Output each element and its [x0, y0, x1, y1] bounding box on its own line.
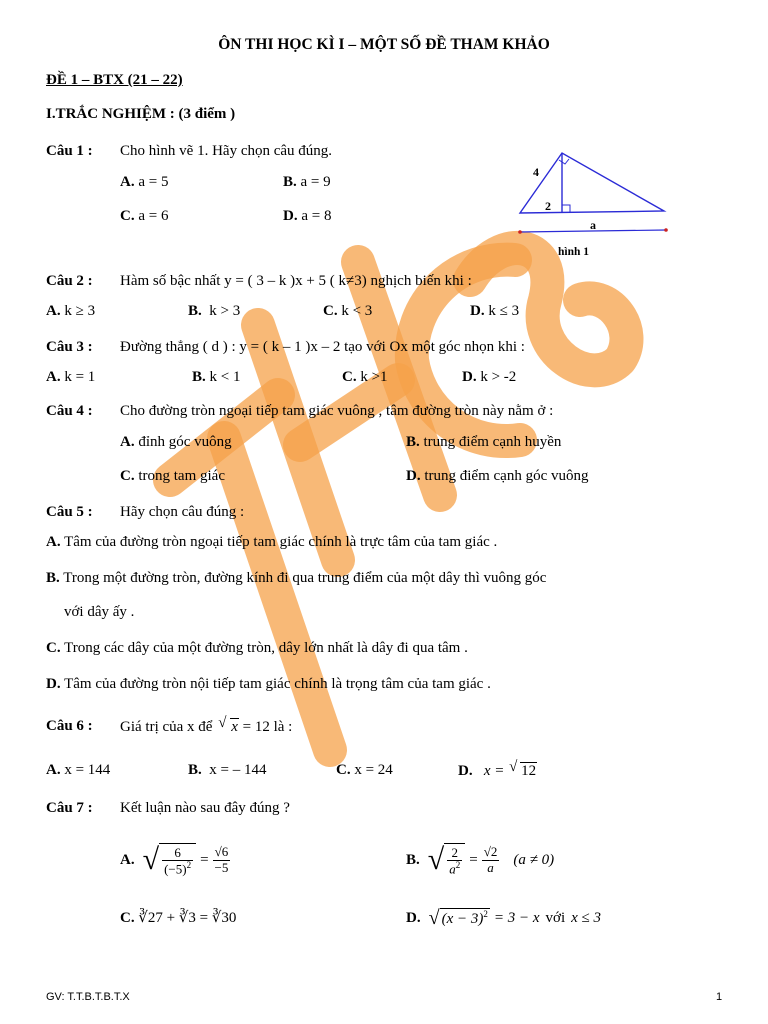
- q2-option-c[interactable]: C. k < 3: [323, 303, 373, 319]
- q5-text: Hãy chọn câu đúng :: [120, 504, 245, 520]
- q6-option-a[interactable]: A. x = 144: [46, 762, 111, 778]
- q6-text: Giá trị của x để √ x = 12 là :: [120, 715, 293, 735]
- figure-height-label: 2: [545, 199, 551, 213]
- q2-option-a[interactable]: A. k ≥ 3: [46, 303, 96, 319]
- figure-side-label: 4: [533, 165, 539, 179]
- q7-label: Câu 7 :: [46, 800, 93, 816]
- exam-heading: ĐỀ 1 – BTX (21 – 22): [46, 72, 183, 88]
- q6-label: Câu 6 :: [46, 718, 93, 734]
- q4-option-a[interactable]: A. đỉnh góc vuông: [120, 434, 232, 450]
- q3-option-b[interactable]: B. k < 1: [192, 369, 241, 385]
- q2-label: Câu 2 :: [46, 273, 93, 289]
- q3-option-c[interactable]: C. k >1: [342, 369, 388, 385]
- q2-text: Hàm số bậc nhất y = ( 3 – k )x + 5 ( k≠3) nghịch biến khi :: [120, 273, 472, 289]
- q4-text: Cho đường tròn ngoại tiếp tam giác vuông , tâm đường tròn này nằm ở :: [120, 403, 554, 419]
- q1-option-d[interactable]: D. a = 8: [283, 208, 332, 224]
- q6-option-b[interactable]: B. x = – 144: [188, 762, 267, 778]
- q5-option-c[interactable]: C. Trong các dây của một đường tròn, dây lớn nhất là dây đi qua tâm .: [46, 640, 468, 656]
- q3-label: Câu 3 :: [46, 339, 93, 355]
- q5-option-b[interactable]: B. Trong một đường tròn, đường kính đi qua trung điểm của một dây thì vuông góc: [46, 570, 547, 586]
- q2-option-d[interactable]: D. k ≤ 3: [470, 303, 520, 319]
- q4-label: Câu 4 :: [46, 403, 93, 419]
- q5-label: Câu 5 :: [46, 504, 93, 520]
- q1-option-a[interactable]: A. a = 5: [120, 174, 169, 190]
- q3-option-a[interactable]: A. k = 1: [46, 369, 96, 385]
- q5-option-d[interactable]: D. Tâm của đường tròn nội tiếp tam giác chính là trọng tâm của tam giác .: [46, 676, 491, 692]
- q4-option-d[interactable]: D. trung điểm cạnh góc vuông: [406, 468, 589, 484]
- q1-option-c[interactable]: C. a = 6: [120, 208, 169, 224]
- page-number: 1: [716, 991, 723, 1003]
- page-title: ÔN THI HỌC KÌ I – MỘT SỐ ĐỀ THAM KHẢO: [218, 36, 550, 53]
- footer-author: GV: T.T.B.T.B.T.X: [46, 991, 130, 1003]
- q7-option-a[interactable]: A. √ $\frac{6}{(-5)^2}$ = $\frac{√6}{-5}$: [120, 843, 229, 877]
- q7-text: Kết luận nào sau đây đúng ?: [120, 800, 290, 816]
- section-heading: I.TRẮC NGHIỆM : (3 điểm ): [46, 106, 236, 122]
- figure-caption: hình 1: [558, 246, 590, 258]
- q2-option-b[interactable]: B. k > 3: [188, 303, 241, 319]
- q6-option-c[interactable]: C. x = 24: [336, 762, 393, 778]
- q1-label: Câu 1 :: [46, 143, 93, 159]
- q5-option-a[interactable]: A. Tâm của đường tròn ngoại tiếp tam giác chính là trực tâm của tam giác .: [46, 534, 498, 550]
- q7-option-b[interactable]: B. √ $\frac{2}{a^2}$ = $\frac{√2}{a}$ (a ≠ 0): [406, 843, 555, 877]
- q4-option-c[interactable]: C. trong tam giác: [120, 468, 225, 484]
- q5-option-b-cont: với dây ấy .: [64, 604, 135, 620]
- q1-option-b[interactable]: B. a = 9: [283, 174, 331, 190]
- q6-option-d[interactable]: D. x = √ 12: [458, 759, 537, 779]
- q3-option-d[interactable]: D. k > -2: [462, 369, 517, 385]
- q3-text: Đường thẳng ( d ) : y = ( k – 1 )x – 2 tạo với Ox một góc nhọn khi :: [120, 339, 525, 355]
- q7-option-d[interactable]: D. √ $(x - 3)^2$ = 3 − x với x ≤ 3: [406, 907, 602, 929]
- q1-text: Cho hình vẽ 1. Hãy chọn câu đúng.: [120, 143, 333, 159]
- figure-base-label: a: [590, 218, 596, 232]
- triangle-figure: [510, 148, 680, 248]
- q7-option-c[interactable]: C. ∛27 + ∛3 = ∛30: [120, 910, 237, 926]
- q4-option-b[interactable]: B. trung điểm cạnh huyền: [406, 434, 562, 450]
